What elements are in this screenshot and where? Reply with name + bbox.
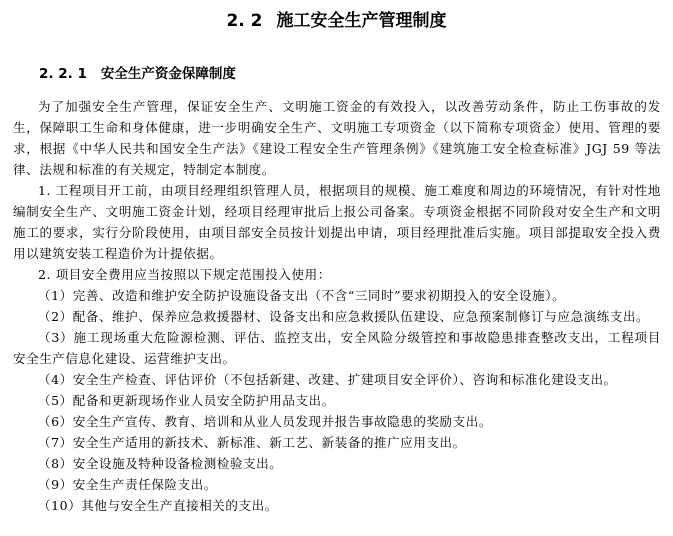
- subsection-title: 安全生产资金保障制度: [100, 66, 236, 82]
- list-item: （5）配备和更新现场作业人员安全防护用品支出。: [38, 393, 335, 408]
- section-number: 2. 2: [226, 11, 263, 31]
- paragraph-item-1: 1. 工程项目开工前，由项目经理组织管理人员，根据项目的规模、施工难度和周边的环境情况，有针对性地编制安全生产、文明施工资金计划，经项目经理审批后上报公司备案。专项资金根据不同阶段对安全生产和文明施工的要求，实行分阶段使用，由项目部安全员按计划提出申请，项目经理批准后实施。项目部提取安全投入费用以建筑安装工程造价为计提依据。: [13, 183, 661, 261]
- list-item: （3）施工现场重大危险源检测、评估、监控支出，安全风险分级管控和事故隐患排查整改支出，工程项目安全生产信息化建设、运营维护支出。: [13, 330, 661, 366]
- list-item: （6）安全生产宣传、教育、培训和从业人员发现并报告事故隐患的奖励支出。: [38, 414, 492, 429]
- list-item: （4）安全生产检查、评估评价（不包括新建、改建、扩建项目安全评价）、咨询和标准化建设支出。: [38, 372, 617, 387]
- list-item: （10）其他与安全生产直接相关的支出。: [38, 498, 278, 513]
- section-heading: [0, 9, 673, 33]
- intro-paragraph: 为了加强安全生产管理，保证安全生产、文明施工资金的有效投入，以改善劳动条件，防止工伤事故的发生，保障职工生命和身体健康，进一步明确安全生产、文明施工专项资金（以下简称专项资金）使用、管理的要求，根据《中华人民共和国安全生产法》《建设工程安全生产管理条例》《建筑施工安全检查标准》JGJ 59 等法律、法规和标准的有关规定，特制定本制度。: [13, 99, 661, 177]
- list-item: （8）安全设施及特种设备检测检验支出。: [38, 456, 283, 471]
- list-item: （9）安全生产责任保险支出。: [38, 477, 217, 492]
- section-title: 施工安全生产管理制度: [276, 11, 447, 31]
- list-item: （1）完善、改造和维护安全防护设施设备支出（不含“三同时”要求初期投入的安全设施）。: [38, 288, 566, 303]
- paragraph-item-2: 2. 项目安全费用应当按照以下规定范围投入使用：: [38, 267, 331, 282]
- list-item: （7）安全生产适用的新技术、新标准、新工艺、新装备的推广应用支出。: [38, 435, 466, 450]
- subsection-number: 2. 2. 1: [39, 66, 87, 82]
- list-item: （2）配备、维护、保养应急救援器材、设备支出和应急救援队伍建设、应急预案制修订与应急演练支出。: [38, 309, 650, 324]
- subsection-heading: [39, 64, 236, 84]
- document-body: [13, 96, 661, 516]
